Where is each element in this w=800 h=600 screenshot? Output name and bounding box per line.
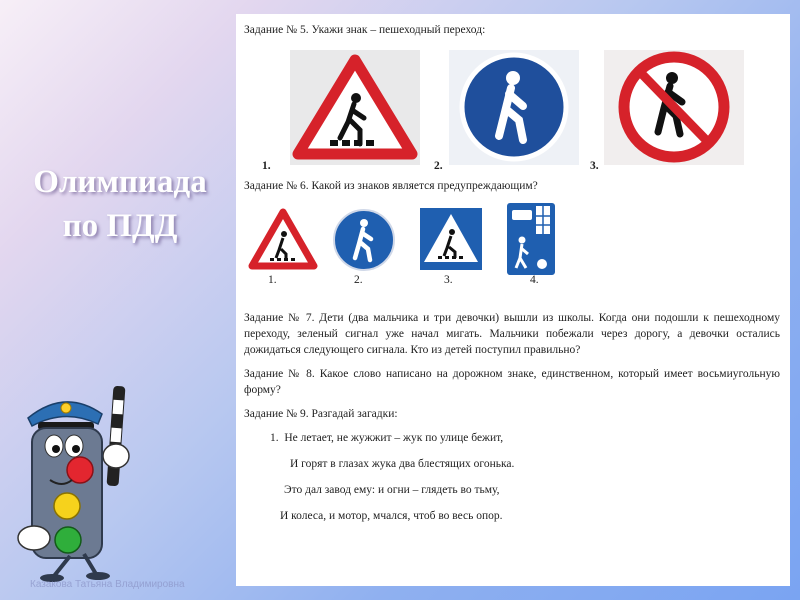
pedestrian-path-circle-icon: [332, 208, 396, 272]
pedestrian-path-sign-icon: [449, 50, 579, 165]
riddle-line-1: [244, 430, 780, 446]
task-6-option-2: 2.: [354, 274, 363, 286]
riddle-line-2: И горят в глазах жука два блестящих огонька.: [290, 458, 515, 470]
riddle-number: 1.: [270, 432, 279, 444]
title-line-1: Олимпиада: [33, 164, 207, 200]
riddle-line-3: Это дал завод ему: и огни – глядеть во тьму,: [284, 484, 500, 496]
task-6-signs: [244, 194, 780, 288]
task-5-option-3: 3.: [590, 160, 599, 172]
author-caption: Казакова Татьяна Владимировна: [30, 579, 185, 590]
worksheet: [236, 14, 790, 586]
task-5-signs: [244, 38, 780, 178]
traffic-light-mascot-icon: [10, 378, 145, 583]
task-6-text: Задание № 6. Какой из знаков является предупреждающим?: [244, 180, 538, 192]
slide-title: [8, 160, 232, 248]
no-pedestrians-sign-icon: [604, 50, 744, 165]
pedestrian-crossing-warning-sign-icon: [290, 50, 420, 165]
task-5-text: Задание № 5. Укажи знак – пешеходный переход:: [244, 24, 486, 36]
task-6-option-3: 3.: [444, 274, 453, 286]
task-9-text: Задание № 9. Разгадай загадки:: [244, 408, 398, 420]
task-6-option-1: 1.: [268, 274, 277, 286]
riddle-line-1-text: Не летает, не жужжит – жук по улице бежит,: [284, 432, 504, 444]
title-line-2: по ПДД: [62, 208, 178, 244]
warning-crossing-triangle-icon: [248, 208, 318, 270]
pedestrian-crossing-square-icon: [418, 206, 484, 272]
task-6-option-4: 4.: [530, 274, 539, 286]
task-5-option-1: 1.: [262, 160, 271, 172]
task-5-option-2: 2.: [434, 160, 443, 172]
task-8-text: Задание № 8. Какое слово написано на дорожном знаке, единственном, который имеет восьмиугольную форму?: [244, 368, 780, 396]
living-zone-sign-icon: [506, 202, 556, 276]
task-7-text: Задание № 7. Дети (два мальчика и три девочки) вышли из школы. Когда они подошли к пешеходному переходу, зеленый сигнал уже начал мигать. Мальчики побежали через дорогу, а девочки остались дожидаться следующего сигнала. Кто из детей поступил правильно?: [244, 312, 780, 356]
riddle-line-4: И колеса, и мотор, мчался, чтоб во весь опор.: [280, 510, 503, 522]
riddle-block: [244, 430, 780, 524]
